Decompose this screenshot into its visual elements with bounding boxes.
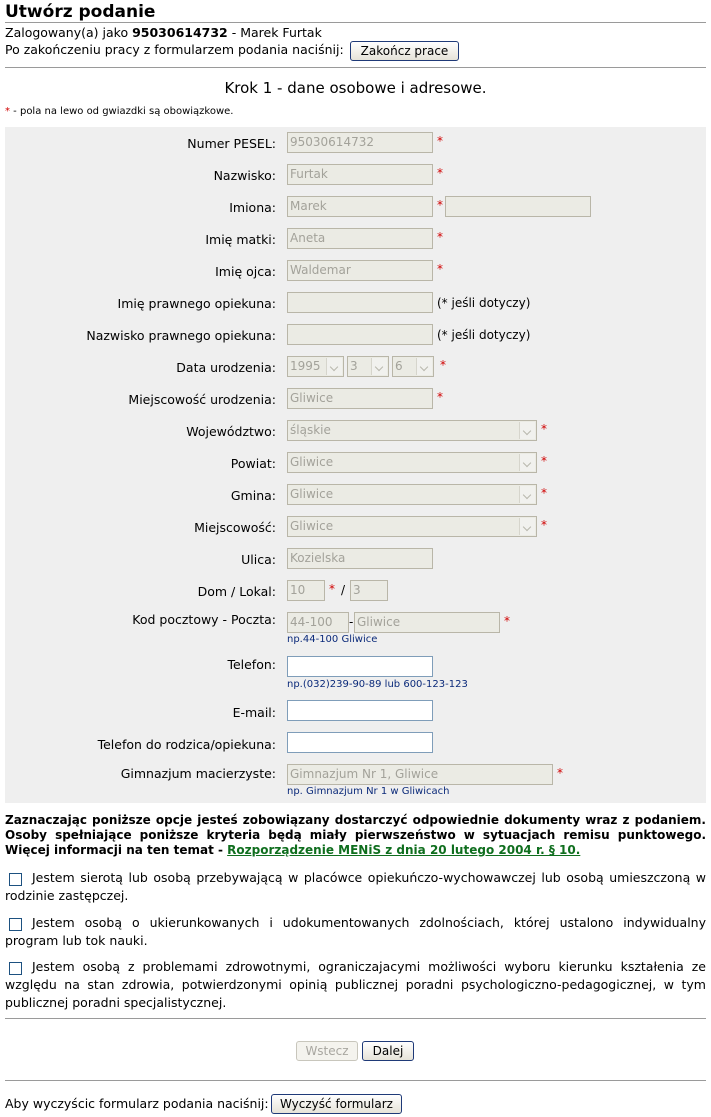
required-star: * — [437, 262, 443, 276]
dom-field[interactable]: 10 — [287, 580, 325, 601]
gimnazjum-field[interactable]: Gimnazjum Nr 1, Gliwice — [287, 764, 553, 785]
imie-field[interactable]: Marek — [287, 196, 433, 217]
nazwisko-field[interactable]: Furtak — [287, 164, 433, 185]
required-star: * — [5, 106, 10, 117]
imie-ojca-label: Imię ojca: — [215, 264, 276, 279]
telefon-rodzica-input[interactable] — [287, 732, 433, 753]
required-star: * — [440, 358, 446, 372]
ulica-field[interactable]: Kozielska — [287, 548, 433, 569]
regulation-link[interactable]: Rozporządzenie MENiS z dnia 20 lutego 2004 r. § 10. — [227, 843, 581, 857]
miejscowosc-select[interactable] — [287, 516, 537, 537]
dom-lokal-label: Dom / Lokal: — [197, 584, 276, 599]
gmina-select[interactable] — [287, 484, 537, 505]
gimnazjum-hint: np. Gimnazjum Nr 1 w Gliwicach — [287, 786, 450, 797]
finish-button[interactable]: Zakończ prace — [350, 41, 459, 61]
required-star: * — [437, 134, 443, 148]
birth-year-value: 1995 — [290, 359, 321, 373]
priority-info — [5, 813, 706, 858]
imie-ojca-field[interactable]: Waldemar — [287, 260, 433, 281]
nazwisko-opiekuna-field[interactable] — [287, 324, 433, 345]
optional-note: (* jeśli dotyczy) — [437, 296, 531, 310]
birth-year-select[interactable] — [287, 356, 344, 377]
required-note-text: - pola na lewo od gwiazdki są obowiązkowe. — [10, 106, 234, 117]
required-star: * — [541, 486, 547, 500]
kod-hint: np.44-100 Gliwice — [287, 634, 378, 645]
ulica-label: Ulica: — [241, 552, 276, 567]
user-id: 95030614732 — [132, 25, 228, 40]
clear-form-button[interactable]: Wyczyść formularz — [271, 1094, 402, 1114]
dom-lokal-separator: / — [341, 583, 346, 597]
required-star: * — [541, 454, 547, 468]
miejscowosc-value: Gliwice — [290, 519, 334, 533]
birth-month-select[interactable] — [347, 356, 389, 377]
gmina-label: Gmina: — [230, 488, 276, 503]
option-health-label: Jestem osobą z problemami zdrowotnymi, ograniczajacymi możliwości wyboru kierunku kształenia ze względu na stan zdrowia, potwierdzonymi opinią publicznej poradni psychologiczno-pedagogicznej, w tym publicznej poradni specjalistycznej. — [5, 959, 706, 1010]
required-star: * — [437, 198, 443, 212]
pesel-field[interactable]: 95030614732 — [287, 132, 433, 153]
logged-prefix: Zalogowany(a) jako — [5, 25, 133, 40]
data-urodzenia-label: Data urodzenia: — [176, 360, 276, 375]
imiona-label: Imiona: — [229, 200, 276, 215]
birth-day-select[interactable] — [392, 356, 434, 377]
divider — [5, 1018, 706, 1019]
step-title: Krok 1 - dane osobowe i adresowe. — [224, 79, 487, 97]
required-star: * — [504, 614, 510, 628]
telefon-hint: np.(032)239-90-89 lub 600-123-123 — [287, 679, 468, 690]
option-talent-label: Jestem osobą o ukierunkowanych i udokumentowanych zdolnościach, której ustalono indywidualny program lub tok nauki. — [5, 915, 706, 948]
poczta-field[interactable]: Gliwice — [354, 612, 500, 633]
finish-text: Po zakończeniu pracy z formularzem podania naciśnij: — [5, 42, 344, 57]
drugie-imie-field[interactable] — [445, 196, 591, 217]
user-name: - Marek Furtak — [227, 25, 322, 40]
birth-day-value: 6 — [395, 359, 403, 373]
required-star: * — [329, 582, 335, 596]
next-button[interactable]: Dalej — [362, 1041, 414, 1061]
imie-opiekuna-label: Imię prawnego opiekuna: — [117, 296, 276, 311]
imie-matki-label: Imię matki: — [205, 232, 276, 247]
powiat-select[interactable] — [287, 452, 537, 473]
powiat-label: Powiat: — [230, 456, 276, 471]
imie-opiekuna-field[interactable] — [287, 292, 433, 313]
telefon-rodzica-label: Telefon do rodzica/opiekuna: — [97, 737, 276, 752]
required-star: * — [437, 390, 443, 404]
divider — [5, 1080, 706, 1081]
divider — [5, 67, 706, 68]
powiat-value: Gliwice — [290, 455, 334, 469]
email-input[interactable] — [287, 700, 433, 721]
email-label: E-mail: — [232, 705, 276, 720]
page-title: Utwórz podanie — [5, 2, 156, 22]
chevron-down-icon — [519, 422, 535, 439]
gimnazjum-label: Gimnazjum macierzyste: — [120, 766, 276, 781]
required-star: * — [541, 422, 547, 436]
required-star: * — [437, 230, 443, 244]
required-star: * — [437, 166, 443, 180]
clear-text: Aby wyczyścic formularz podania naciśnij: — [5, 1096, 269, 1111]
chevron-down-icon — [519, 486, 535, 503]
kod-pocztowy-field[interactable]: 44-100 — [287, 612, 349, 633]
wojewodztwo-value: śląskie — [290, 423, 331, 437]
chevron-down-icon — [416, 358, 432, 375]
telefon-input[interactable] — [287, 656, 433, 677]
back-button[interactable]: Wstecz — [296, 1041, 358, 1061]
option-orphan-label: Jestem sierotą lub osobą przebywającą w placówce opiekuńczo-wychowawczej lub osobą umieszczoną w rodzinie zastępczej. — [5, 870, 706, 903]
gmina-value: Gliwice — [290, 487, 334, 501]
chevron-down-icon — [326, 358, 342, 375]
required-note — [5, 106, 234, 117]
nazwisko-label: Nazwisko: — [213, 168, 276, 183]
chevron-down-icon — [519, 518, 535, 535]
wojewodztwo-label: Województwo: — [186, 424, 276, 439]
telefon-label: Telefon: — [227, 657, 276, 672]
wojewodztwo-select[interactable] — [287, 420, 537, 441]
kod-dash: - — [349, 615, 354, 629]
required-star: * — [557, 766, 563, 780]
divider — [5, 22, 706, 23]
optional-note: (* jeśli dotyczy) — [437, 328, 531, 342]
miejsce-urodzenia-field[interactable]: Gliwice — [287, 388, 433, 409]
priority-info-text: Zaznaczając poniższe opcje jesteś zobowiązany dostarczyć odpowiednie dokumenty wraz z podaniem. Osoby spełniające poniższe kryteria będą miały pierwszeństwo w sytuacjach remisu punktowego. Więcej informacji na ten temat - — [5, 813, 706, 857]
kod-poczta-label: Kod pocztowy - Poczta: — [132, 612, 276, 627]
lokal-field[interactable]: 3 — [350, 580, 388, 601]
required-star: * — [541, 518, 547, 532]
imie-matki-field[interactable]: Aneta — [287, 228, 433, 249]
nazwisko-opiekuna-label: Nazwisko prawnego opiekuna: — [86, 328, 276, 343]
birth-month-value: 3 — [350, 359, 358, 373]
miejsce-urodzenia-label: Miejscowość urodzenia: — [128, 392, 276, 407]
chevron-down-icon — [371, 358, 387, 375]
miejscowosc-label: Miejscowość: — [194, 520, 276, 535]
chevron-down-icon — [519, 454, 535, 471]
pesel-label: Numer PESEL: — [187, 136, 276, 151]
logged-in-info — [5, 25, 322, 40]
